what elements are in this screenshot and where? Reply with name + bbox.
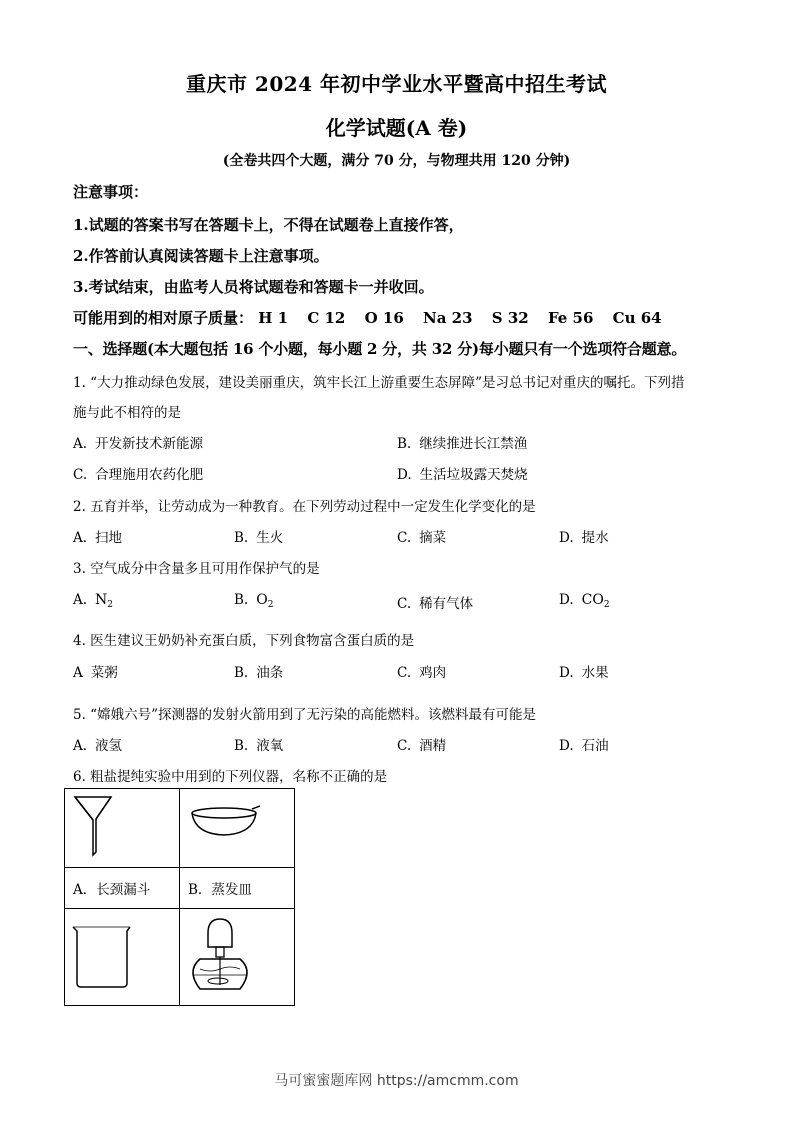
atomic-mass-s: S 32 — [491, 309, 529, 327]
q1-option-d: D. 生活垃圾露天焚烧 — [397, 467, 528, 483]
q4-option-a: A 菜粥 — [73, 665, 118, 681]
atomic-mass-fe: Fe 56 — [547, 309, 594, 327]
q4-option-b: B. 油条 — [234, 665, 284, 681]
q4-option-d: D. 水果 — [559, 665, 609, 681]
evaporating-dish-icon — [180, 789, 286, 863]
question-6-stem: 6. 粗盐提纯实验中用到的下列仪器，名称不正确的是 — [73, 769, 388, 785]
q5-option-c: C. 酒精 — [397, 738, 447, 754]
q1-option-c: C. 合理施用农药化肥 — [73, 467, 204, 483]
q3-option-b: B. $O_2$ — [234, 592, 274, 610]
q3-option-c: C. 稀有气体 — [397, 596, 474, 612]
q2-option-a: A. 扫地 — [73, 530, 123, 546]
apparatus-label-a: A．长颈漏斗 — [65, 868, 180, 909]
question-4-stem: 4. 医生建议王奶奶补充蛋白质，下列食物富含蛋白质的是 — [73, 633, 415, 649]
atomic-mass-label: 可能用到的相对原子质量： — [73, 309, 254, 327]
q5-option-b: B. 液氧 — [234, 738, 284, 754]
question-3-stem: 3. 空气成分中含量多且可用作保护气的是 — [73, 561, 320, 577]
question-2-stem: 2. 五育并举，让劳动成为一种教育。在下列劳动过程中一定发生化学变化的是 — [73, 499, 536, 515]
apparatus-cell-a-image — [65, 789, 180, 868]
q3-option-d: D. $CO_2$ — [559, 592, 610, 610]
q2-option-d: D. 提水 — [559, 530, 609, 546]
section-heading: 一、选择题(本大题包括 16 个小题，每小题 2 分，共 32 分)每小题只有一个选项符合题意。 — [73, 340, 687, 358]
atomic-mass-h: H 1 — [258, 309, 289, 327]
exam-title: 重庆市 2024 年初中学业水平暨高中招生考试 — [185, 72, 608, 96]
q2-option-b: B. 生火 — [234, 530, 284, 546]
notice-item: 3.考试结束，由监考人员将试题卷和答题卡一并收回。 — [73, 278, 434, 296]
apparatus-cell-d-image — [180, 909, 295, 1006]
atomic-mass-line — [73, 307, 662, 328]
q5-option-d: D. 石油 — [559, 738, 609, 754]
q5-option-a: A. 液氢 — [73, 738, 123, 754]
atomic-mass-na: Na 23 — [423, 309, 473, 327]
alcohol-lamp-icon — [180, 909, 286, 1001]
q4-option-c: C. 鸡肉 — [397, 665, 447, 681]
atomic-mass-o: O 16 — [364, 309, 404, 327]
atomic-mass-cu: Cu 64 — [612, 309, 662, 327]
beaker-icon — [65, 909, 171, 1001]
q1-option-a: A. 开发新技术新能源 — [73, 436, 204, 452]
footer-watermark: 马可蜜蜜题库网 https://amcmm.com — [274, 1073, 519, 1089]
notice-item: 2.作答前认真阅读答题卡上注意事项。 — [73, 247, 329, 265]
q2-option-c: C. 摘菜 — [397, 530, 447, 546]
exam-note: (全卷共四个大题，满分 70 分，与物理共用 120 分钟) — [222, 153, 571, 169]
q1-option-b: B. 继续推进长江禁渔 — [397, 436, 528, 452]
notice-item: 1.试题的答案书写在答题卡上，不得在试题卷上直接作答， — [73, 216, 464, 234]
notice-heading: 注意事项： — [73, 183, 149, 201]
apparatus-label-b: B．蒸发皿 — [180, 868, 295, 909]
apparatus-cell-c-image — [65, 909, 180, 1006]
question-1-stem: 1. “大力推动绿色发展，建设美丽重庆，筑牢长江上游重要生态屏障”是习总书记对重庆的嘱托。下列措 — [73, 375, 685, 391]
q3-option-a: A. $N_2$ — [73, 592, 114, 610]
funnel-icon — [65, 789, 171, 863]
atomic-mass-c: C 12 — [307, 309, 346, 327]
apparatus-cell-b-image — [180, 789, 295, 868]
question-5-stem: 5. “嫦娥六号”探测器的发射火箭用到了无污染的高能燃料。该燃料最有可能是 — [73, 707, 536, 723]
apparatus-table — [64, 788, 295, 1006]
question-1-stem-cont: 施与此不相符的是 — [73, 405, 181, 421]
exam-subtitle: 化学试题(A 卷) — [325, 116, 468, 140]
